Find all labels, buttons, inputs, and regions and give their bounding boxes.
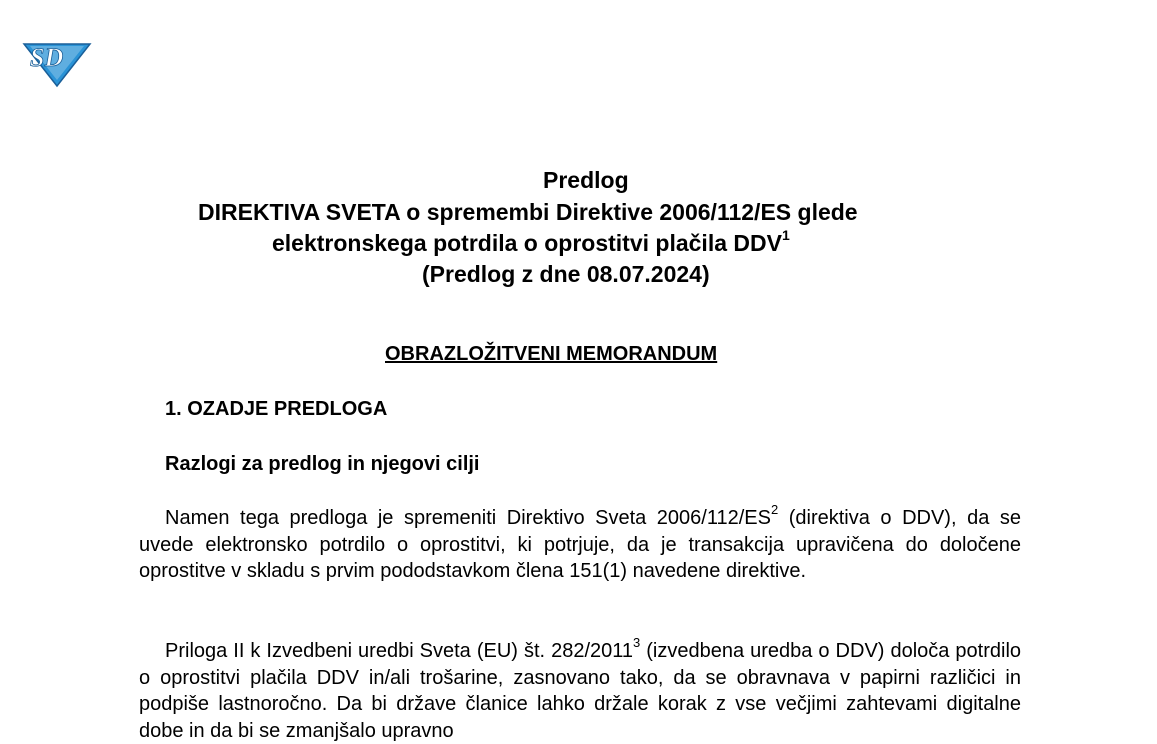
title-line-4: (Predlog z dne 08.07.2024)	[422, 261, 710, 287]
svg-text:SD: SD	[30, 43, 64, 72]
sd-shield-logo-icon	[20, 36, 94, 88]
footnote-ref-1[interactable]: 1	[781, 227, 790, 244]
title-line-3	[272, 228, 790, 259]
footnote-ref-3[interactable]: 3	[633, 635, 641, 651]
section-heading: 1. OZADJE PREDLOGA	[165, 398, 388, 420]
footnote-ref-2[interactable]: 2	[770, 502, 779, 518]
paragraph-1-text-a: Namen tega predloga je spremeniti Direktivo Sveta 2006/112/ES	[165, 507, 771, 529]
memorandum-heading: OBRAZLOŽITVENI MEMORANDUM	[385, 343, 718, 365]
paragraph-2	[139, 635, 1022, 744]
paragraph-1	[139, 502, 1021, 585]
title-line-3-text: elektronskega potrdila o oprostitvi plačila DDV	[272, 230, 782, 256]
paragraph-1-text-b: (direktiva o DDV), da se uvede elektronsko potrdilo o oprostitvi, ki potrjuje, da je transakcija upravičena do določene oprostitve v skladu s prvim pododstavkom člena 151(1) navedene direktive.	[139, 507, 1021, 582]
title-line-2: DIREKTIVA SVETA o spremembi Direktive 2006/112/ES glede	[198, 199, 858, 225]
paragraph-2-text-b: (izvedbena uredba o DDV) določa potrdilo o oprostitvi plačila DDV in/ali trošarine, zasnovano tako, da se obravnava v papirni različici in podpiše lastnoročno. Da bi države članice lahko držale korak z vse večjimi zahtevami digitalne dobe in da bi se zmanjšalo upravno	[139, 640, 1022, 742]
title-line-1: Predlog	[543, 167, 629, 193]
subsection-heading: Razlogi za predlog in njegovi cilji	[165, 453, 480, 475]
paragraph-2-text-a: Priloga II k Izvedbeni uredbi Sveta (EU) št. 282/2011	[165, 640, 634, 662]
